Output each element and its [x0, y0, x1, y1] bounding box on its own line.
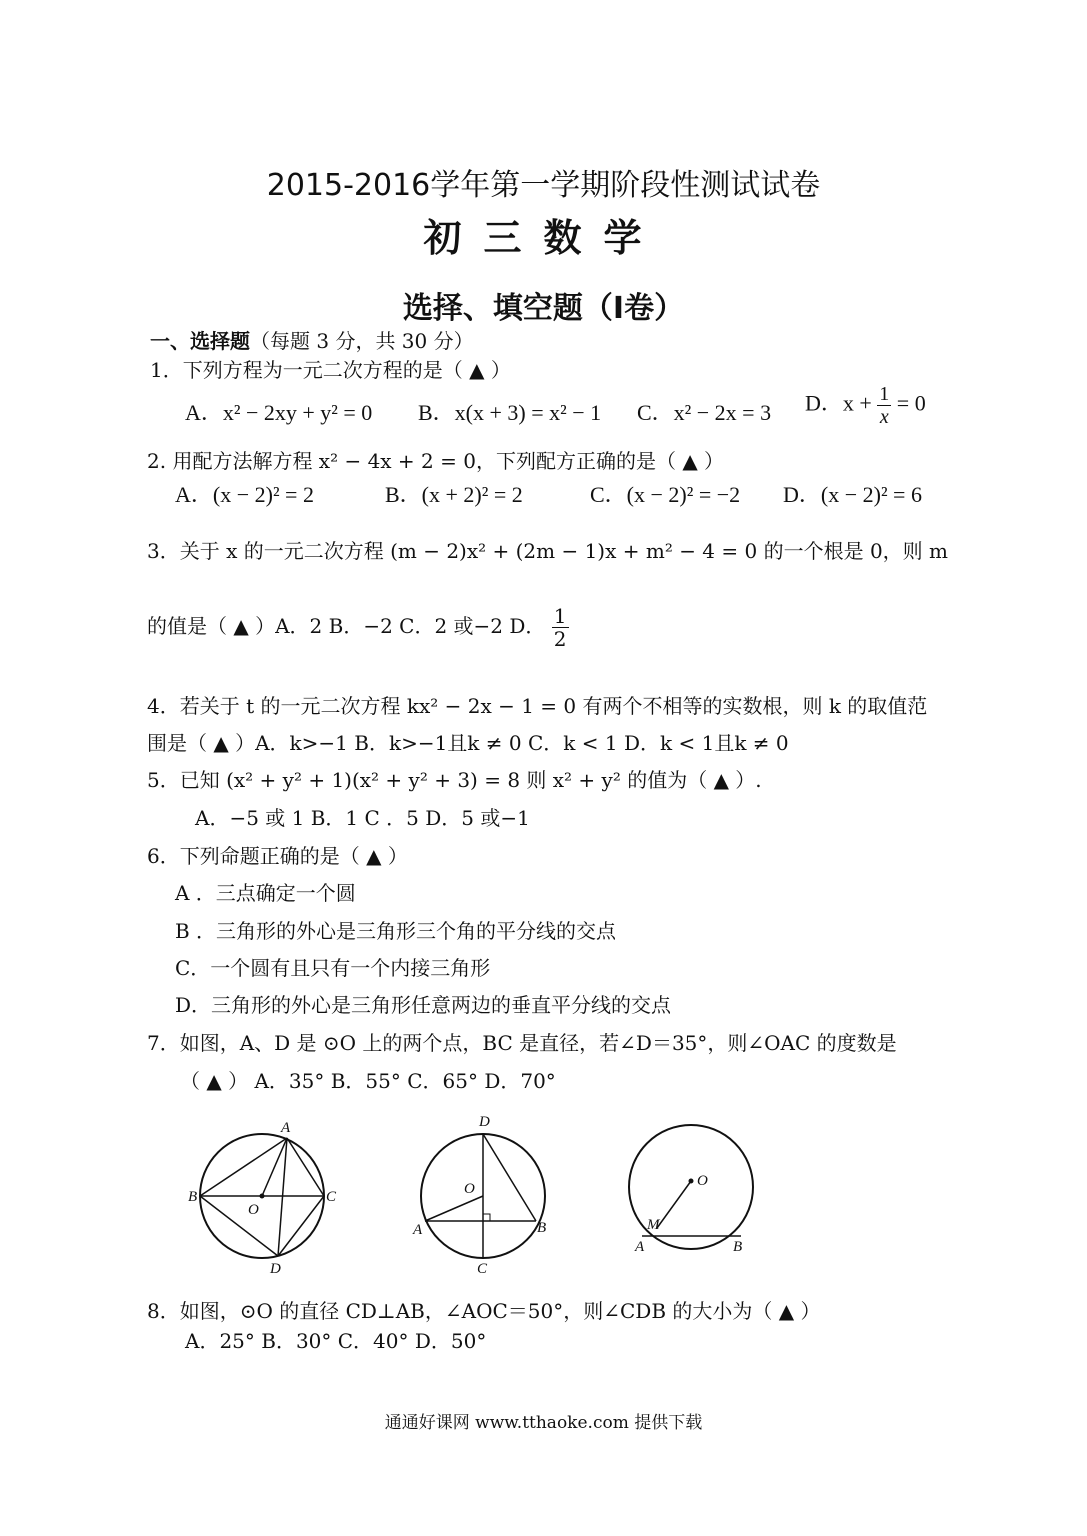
q1-option-a: A．x² − 2xy + y² = 0: [185, 400, 373, 425]
fig3-label-b: B: [733, 1239, 743, 1255]
section-label: 一、选择题: [150, 329, 250, 353]
q1-d-fraction: [877, 383, 891, 428]
q6-option-a: A ．三点确定一个圆: [175, 881, 356, 905]
q1-option-d: [805, 383, 926, 428]
section-note: （每题 3 分，共 30 分）: [250, 329, 474, 353]
q1-option-c: C．x² − 2x = 3: [637, 400, 772, 425]
q2-option-d: D．(x − 2)² = 6: [783, 482, 922, 507]
fig2-label-o: O: [464, 1181, 475, 1197]
q3-d-fraction: [552, 605, 569, 650]
q6-option-b: B ．三角形的外心是三角形三个角的平分线的交点: [175, 919, 617, 943]
fig2-label-d: D: [479, 1114, 490, 1130]
q6-stem: 6．下列命题正确的是（ ▲ ）: [147, 844, 408, 868]
figure-2: [405, 1108, 565, 1278]
q1-stem: 1．下列方程为一元二次方程的是（ ▲ ）: [150, 358, 511, 382]
fig3-label-a: A: [635, 1239, 645, 1255]
fig3-label-m: M: [647, 1217, 660, 1233]
q2-option-b: B．(x + 2)² = 2: [385, 482, 523, 507]
fig2-label-b: B: [537, 1220, 547, 1236]
q7-options: （ ▲ ） A．35° B．55° C．65° D．70°: [180, 1069, 556, 1093]
fig1-label-b: B: [188, 1189, 198, 1205]
q6-option-d: D．三角形的外心是三角形任意两边的垂直平分线的交点: [175, 993, 672, 1017]
fig3-label-o: O: [697, 1173, 708, 1189]
q3-d-numerator: 1: [553, 604, 567, 628]
fig2-label-a: A: [413, 1222, 423, 1238]
q4-stem: 4．若关于 t 的一元二次方程 kx² − 2x − 1 = 0 有两个不相等的实数根，则 k 的取值范: [147, 694, 928, 718]
q1-d-denominator: x: [879, 406, 889, 428]
footer-source: 通通好课网 www.tthaoke.com 提供下载: [384, 1413, 703, 1433]
q5-options: A．−5 或 1 B．1 C ．5 D．5 或−1: [195, 806, 530, 830]
subject-title: 初三数学: [423, 216, 664, 260]
section-heading: [150, 325, 474, 354]
figure-1: [180, 1110, 350, 1280]
q3-stem: 3．关于 x 的一元二次方程 (m − 2)x² + (2m − 1)x + m² − 4 = 0 的一个根是 0，则 m: [147, 539, 948, 563]
q3-cont: [147, 605, 569, 650]
fig1-label-a: A: [281, 1120, 291, 1136]
q1-d-suffix: = 0: [896, 390, 926, 416]
fig2-label-c: C: [477, 1261, 488, 1277]
q1-d-numerator: 1: [879, 383, 890, 405]
q1-d-prefix: D．x +: [805, 390, 872, 416]
figure-3: [615, 1115, 770, 1265]
q6-option-c: C．一个圆有且只有一个内接三角形: [175, 956, 491, 980]
q3-d-denominator: 2: [553, 627, 567, 651]
part-title: 选择、填空题（Ⅰ卷）: [402, 291, 685, 326]
q2-stem: 2. 用配方法解方程 x² − 4x + 2 = 0，下列配方正确的是（ ▲ ）: [147, 449, 725, 473]
q5-stem: 5．已知 (x² + y² + 1)(x² + y² + 3) = 8 则 x² + y² 的值为（ ▲ ）.: [147, 768, 762, 792]
q8-stem: 8．如图，⊙O 的直径 CD⊥AB，∠AOC＝50°，则∠CDB 的大小为（ ▲ ）: [147, 1299, 821, 1323]
fig1-label-o: O: [248, 1202, 259, 1218]
fig1-label-c: C: [326, 1189, 337, 1205]
q3-options: 的值是（ ▲ ）A．2 B．−2 C．2 或−2 D．: [147, 614, 546, 638]
q2-option-a: A．(x − 2)² = 2: [175, 482, 314, 507]
q4-cont: 围是（ ▲ ）A．k>−1 B．k>−1且k ≠ 0 C．k < 1 D．k < 1且k ≠ 0: [147, 731, 789, 755]
q7-stem: 7．如图，A、D 是 ⊙O 上的两个点，BC 是直径，若∠D＝35°，则∠OAC 的度数是: [147, 1031, 897, 1055]
exam-title: 2015-2016学年第一学期阶段性测试试卷: [266, 168, 821, 203]
q8-options: A．25° B．30° C．40° D．50°: [185, 1329, 487, 1353]
fig1-label-d: D: [270, 1261, 281, 1277]
q2-option-c: C．(x − 2)² = −2: [590, 482, 741, 507]
q1-option-b: B．x(x + 3) = x² − 1: [418, 400, 602, 425]
